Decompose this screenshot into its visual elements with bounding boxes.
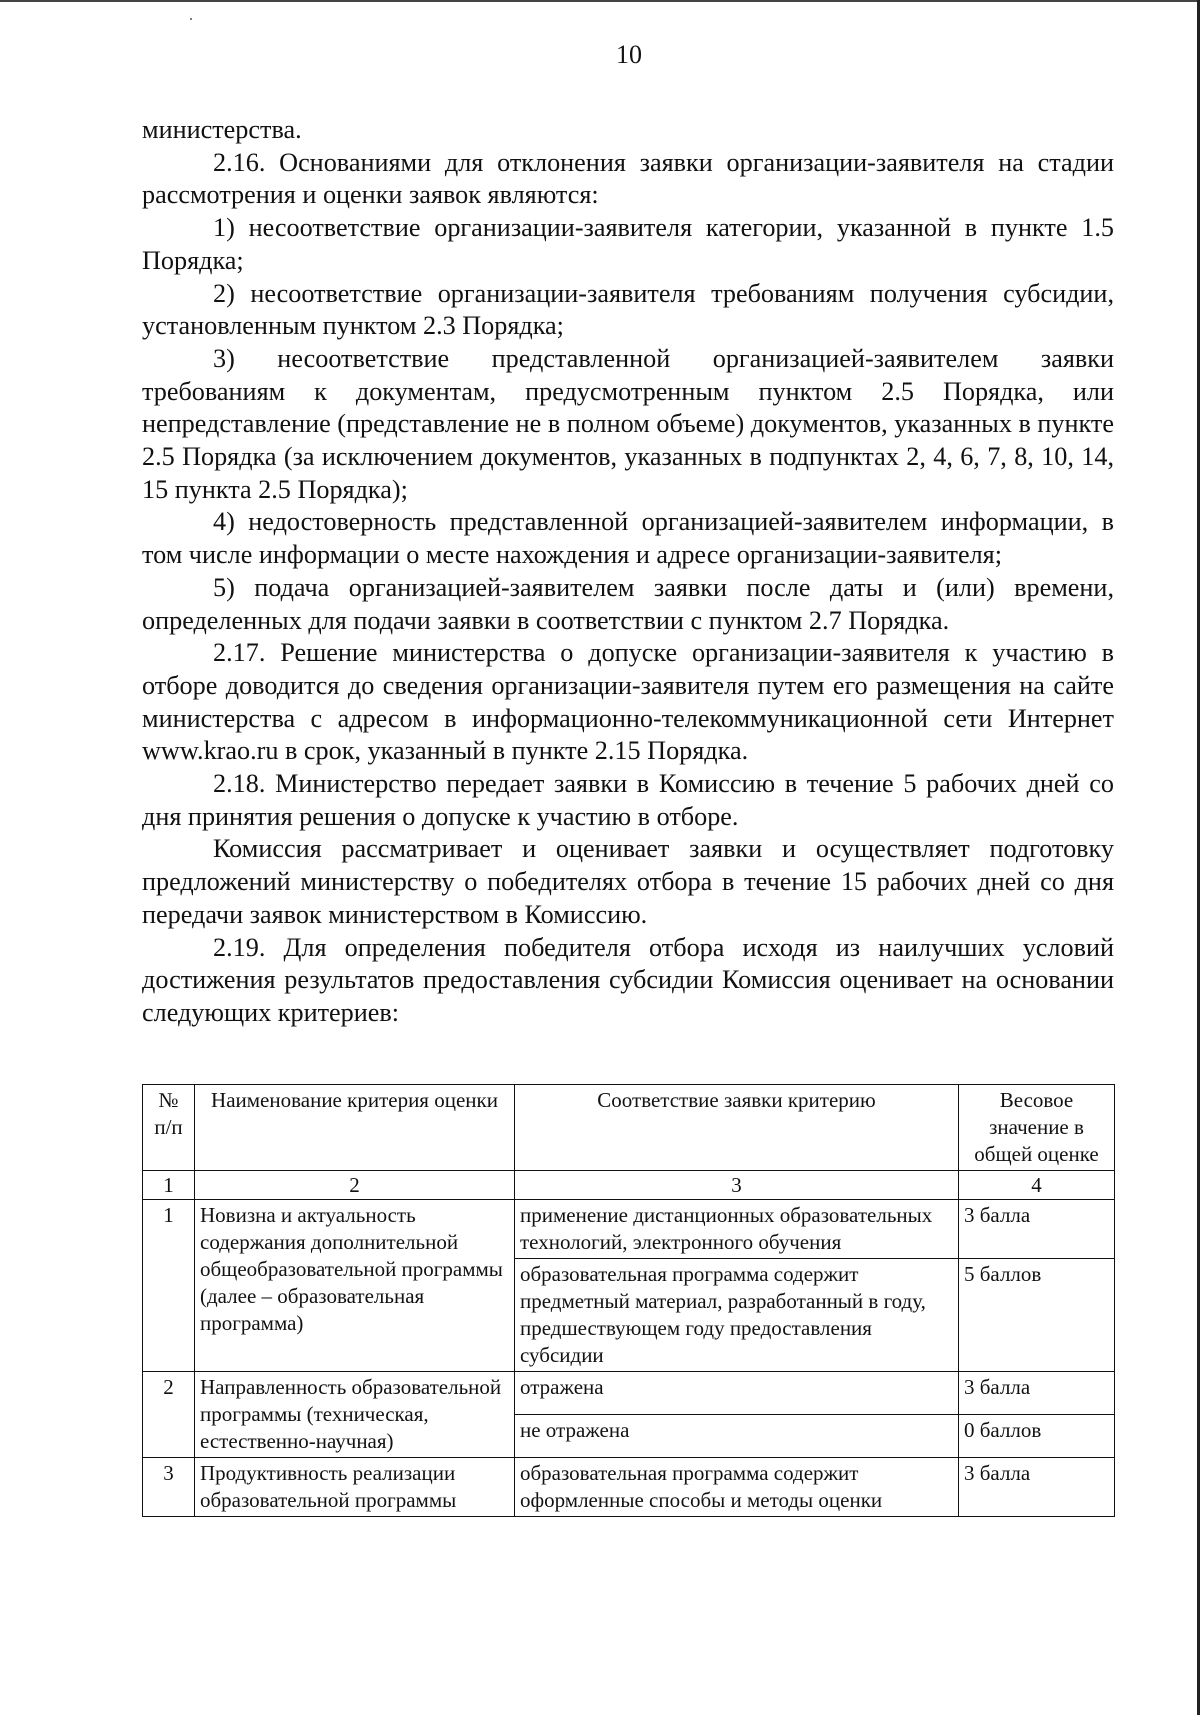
header-criterion: Наименование критерия оценки (195, 1085, 515, 1171)
row-num: 3 (143, 1458, 195, 1517)
table-header-row (143, 1085, 1115, 1171)
row-match: применение дистанционных образовательных технологий, электронного обучения (515, 1200, 959, 1259)
paragraph-item-3: 3) несоответствие представленной организацией-заявителем заявки требованиям к документам, предусмотренным пунктом 2.5 Порядка, или непредставление (представление не в полном объеме) документов, указанных в пункте 2.5 Порядка (за исключением документов, указанных в подпунктах 2, 4, 6, 7, 8, 10, 14, 15 пункта 2.5 Порядка); (142, 343, 1114, 504)
column-number: 4 (959, 1171, 1115, 1200)
column-number-row (143, 1171, 1115, 1200)
table-row (143, 1458, 1115, 1517)
row-num: 1 (143, 1200, 195, 1372)
row-match: не отражена (515, 1415, 959, 1458)
scan-speck (190, 18, 192, 20)
row-weight: 3 балла (959, 1200, 1115, 1259)
row-match: отражена (515, 1372, 959, 1415)
row-weight: 3 балла (959, 1458, 1115, 1517)
paragraph-2-18: 2.18. Министерство передает заявки в Комиссию в течение 5 рабочих дней со дня принятия решения о допуске к участию в отборе. (142, 769, 1114, 831)
paragraph-item-4: 4) недостоверность представленной организацией-заявителем информации, в том числе информации о месте нахождения и адресе организации-заявителя; (142, 507, 1114, 570)
row-weight: 0 баллов (959, 1415, 1115, 1458)
row-weight: 3 балла (959, 1372, 1115, 1415)
row-match: образовательная программа содержит предметный материал, разработанный в году, предшествующем году предоставления субсидии (515, 1259, 959, 1372)
paragraph-continuation: министерства. (142, 115, 302, 144)
column-number: 1 (143, 1171, 195, 1200)
body-text (142, 114, 1114, 1030)
row-match: образовательная программа содержит оформленные способы и методы оценки (515, 1458, 959, 1517)
paragraph-2-17: 2.17. Решение министерства о допуске организации-заявителя к участию в отборе доводится до сведения организации-заявителя путем его размещения на сайте министерства с адресом в информационно-телекоммуникационной сети Интернет www.krao.ru в срок, указанный в пункте 2.15 Порядка. (142, 638, 1114, 766)
header-num: № п/п (143, 1085, 195, 1171)
criteria-table (142, 1084, 1115, 1517)
header-weight: Весовое значение в общей оценке (959, 1085, 1115, 1171)
row-criterion: Новизна и актуальность содержания дополнительной общеобразовательной программы (далее – образовательная программа) (195, 1200, 515, 1372)
paragraph-2-16: 2.16. Основаниями для отклонения заявки организации-заявителя на стадии рассмотрения и оценки заявок являются: (142, 147, 1114, 210)
table-row (143, 1372, 1115, 1415)
column-number: 2 (195, 1171, 515, 1200)
page-number: 10 (616, 40, 642, 69)
row-criterion: Направленность образовательной программы (техническая, естественно-научная) (195, 1372, 515, 1458)
paragraph-item-1: 1) несоответствие организации-заявителя категории, указанной в пункте 1.5 Порядка; (142, 213, 1114, 275)
paragraph-2-19: 2.19. Для определения победителя отбора исходя из наилучших условий достижения результатов предоставления субсидии Комиссия оценивает на основании следующих критериев: (142, 932, 1114, 1027)
row-weight: 5 баллов (959, 1259, 1115, 1372)
row-criterion: Продуктивность реализации образовательной программы (195, 1458, 515, 1517)
paragraph-commission: Комиссия рассматривает и оценивает заявки и осуществляет подготовку предложений министерству о победителях отбора в течение 15 рабочих дней со дня передачи заявок министерством в Комиссию. (142, 834, 1114, 929)
row-num: 2 (143, 1372, 195, 1458)
column-number: 3 (515, 1171, 959, 1200)
paragraph-item-5: 5) подача организацией-заявителем заявки после даты и (или) времени, определенных для подачи заявки в соответствии с пунктом 2.7 Порядка. (142, 572, 1114, 635)
header-match: Соответствие заявки критерию (515, 1085, 959, 1171)
table-row (143, 1200, 1115, 1259)
scan-edge-top (0, 0, 1200, 2)
paragraph-item-2: 2) несоответствие организации-заявителя требованиям получения субсидии, установленным пунктом 2.3 Порядка; (142, 278, 1114, 341)
